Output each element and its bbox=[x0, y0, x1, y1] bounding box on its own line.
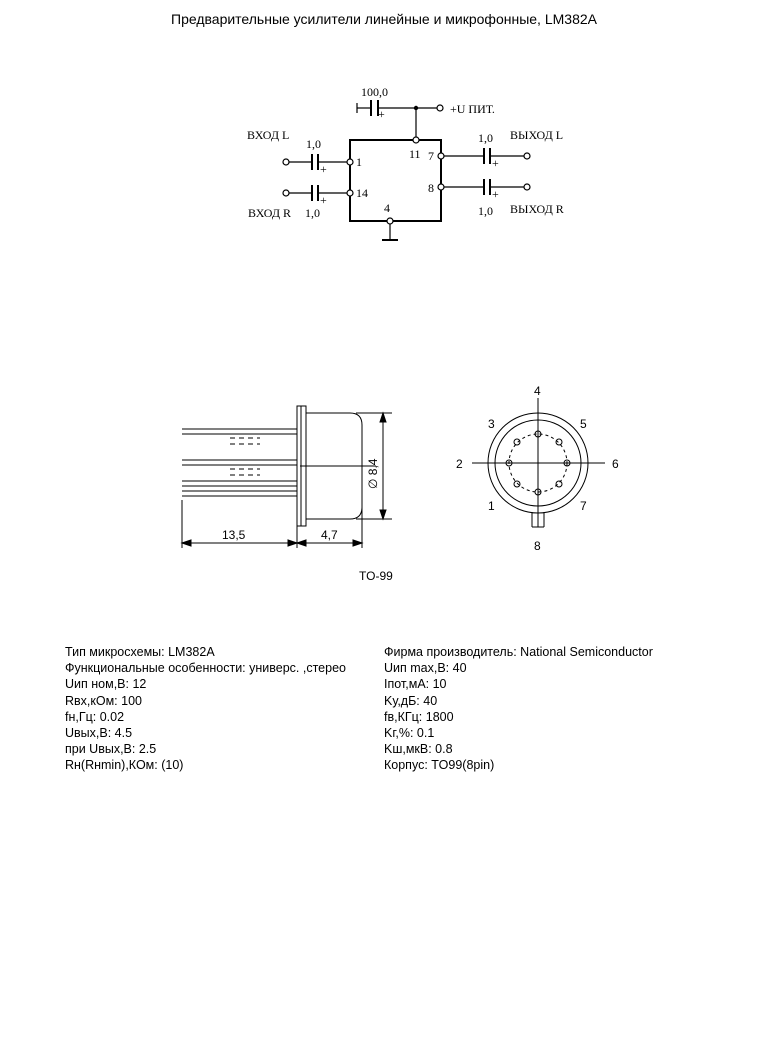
param-line: fн,Гц: 0.02 bbox=[65, 709, 125, 724]
param-line: Фирма производитель: National Semiconductor bbox=[384, 645, 653, 659]
plus-mark: + bbox=[492, 156, 499, 170]
pin-14-label: 14 bbox=[356, 186, 368, 200]
plus-mark: + bbox=[320, 162, 327, 176]
param-line: Функциональные особенности: универс. ,стерео bbox=[65, 661, 346, 676]
package-name: TO-99 bbox=[359, 569, 393, 583]
pin-4-label: 4 bbox=[384, 201, 390, 215]
param-line: Корпус: TO99(8pin) bbox=[384, 758, 495, 773]
dim-lead-length: 13,5 bbox=[222, 528, 246, 542]
plus-mark: + bbox=[320, 193, 327, 207]
power-label: +U ПИТ. bbox=[450, 102, 495, 116]
param-line: Rвх,кОм: 100 bbox=[65, 693, 142, 708]
input-l-label: ВХОД L bbox=[247, 128, 290, 142]
param-line: Iпот,мА: 10 bbox=[384, 677, 447, 692]
page-title: Предварительные усилители линейные и микрофонные, LM382A bbox=[171, 11, 597, 27]
pin-11-label: 11 bbox=[409, 147, 421, 161]
plus-mark: + bbox=[378, 107, 385, 121]
pin-1-number: 1 bbox=[488, 499, 495, 513]
param-line: Uип max,В: 40 bbox=[384, 661, 467, 676]
cap-out-l-value: 1,0 bbox=[478, 131, 493, 145]
cap-in-l-value: 1,0 bbox=[306, 137, 321, 151]
pin-4-number: 4 bbox=[534, 384, 541, 398]
params-right-column bbox=[384, 644, 653, 774]
output-l-label: ВЫХОД L bbox=[510, 128, 564, 142]
dim-diameter: ∅ 8,4 bbox=[366, 458, 380, 489]
dim-body-length: 4,7 bbox=[321, 528, 338, 542]
cap-power-value: 100,0 bbox=[361, 85, 388, 99]
param-line: при Uвых,В: 2.5 bbox=[65, 742, 157, 757]
pin-8-label: 8 bbox=[428, 181, 434, 195]
pin-7-number: 7 bbox=[580, 499, 587, 513]
pin-7-label: 7 bbox=[428, 149, 434, 163]
pin-1-label: 1 bbox=[356, 155, 362, 169]
plus-mark: + bbox=[492, 187, 499, 201]
param-line: Uвых,В: 4.5 bbox=[65, 725, 133, 740]
param-line: Kу,дБ: 40 bbox=[384, 693, 438, 708]
param-line: fв,КГц: 1800 bbox=[384, 709, 454, 724]
param-line: Kш,мкВ: 0.8 bbox=[384, 742, 453, 757]
input-r-label: ВХОД R bbox=[248, 206, 292, 220]
param-line: Тип микросхемы: LM382A bbox=[65, 645, 215, 659]
pin-2-number: 2 bbox=[456, 457, 463, 471]
cap-in-r-value: 1,0 bbox=[305, 206, 320, 220]
pin-3-number: 3 bbox=[488, 417, 495, 431]
package-side-view bbox=[182, 406, 392, 548]
pin-5-number: 5 bbox=[580, 417, 587, 431]
param-line: Kг,%: 0.1 bbox=[384, 725, 435, 740]
param-line: Rн(Rнmin),КОм: (10) bbox=[65, 758, 184, 773]
params-left-column bbox=[65, 644, 346, 774]
pin-6-number: 6 bbox=[612, 457, 619, 471]
cap-out-r-value: 1,0 bbox=[478, 204, 493, 218]
output-r-label: ВЫХОД R bbox=[510, 202, 564, 216]
pin-8-number: 8 bbox=[534, 539, 541, 553]
param-line: Uип ном,В: 12 bbox=[65, 677, 147, 692]
